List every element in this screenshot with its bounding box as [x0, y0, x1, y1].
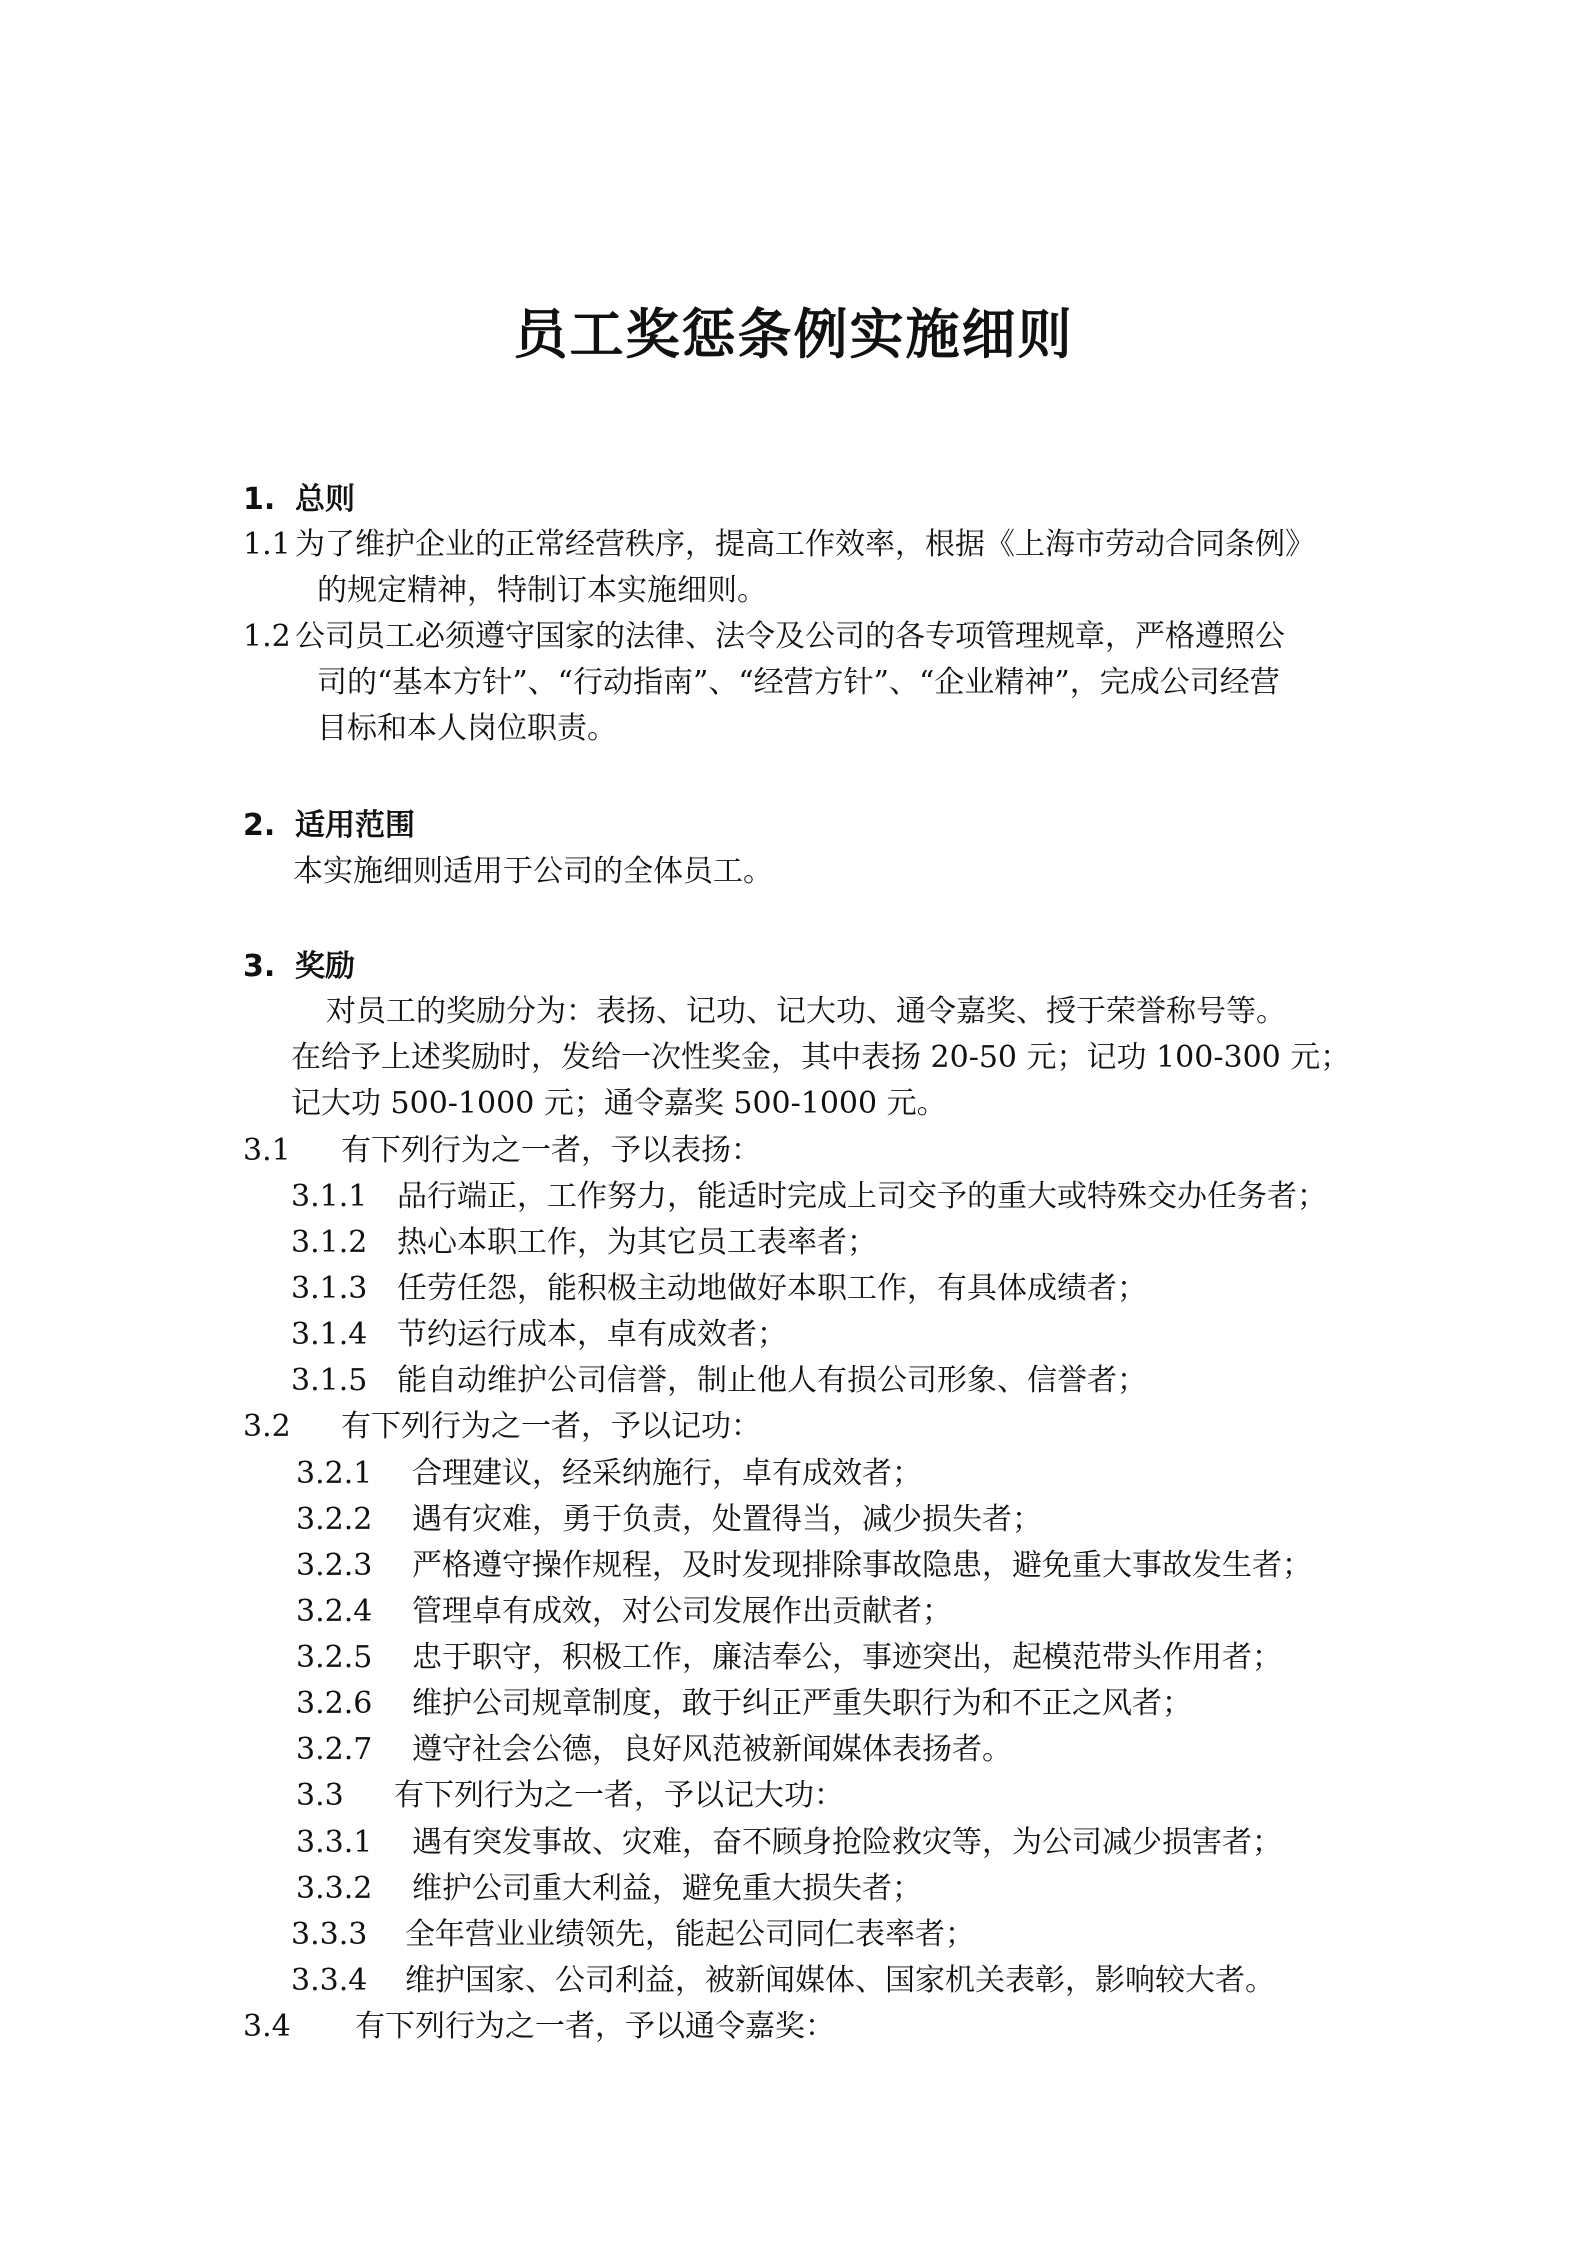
item-text: 热心本职工作，为其它员工表率者；	[397, 1225, 877, 1260]
item-text: 遇有突发事故、灾难，奋不顾身抢险救灾等，为公司减少损害者；	[412, 1825, 1282, 1860]
clause-1-2	[243, 614, 1285, 660]
item-text: 维护公司规章制度，敢于纠正严重失职行为和不正之风者；	[412, 1686, 1192, 1721]
list-item	[296, 1451, 922, 1497]
list-item	[296, 1589, 952, 1635]
item-number: 3.1.4	[291, 1317, 368, 1352]
item-text: 维护国家、公司利益，被新闻媒体、国家机关表彰，影响较大者。	[405, 1963, 1275, 1998]
item-number: 3.3.3	[291, 1917, 368, 1952]
clause-1-1-line-1: 为了维护企业的正常经营秩序，提高工作效率，根据《上海市劳动合同条例》	[295, 527, 1315, 562]
item-number: 3.3.1	[296, 1825, 373, 1860]
clause-1-2-number: 1.2	[243, 619, 291, 654]
section-3-intro-line-3: 记大功 500-1000 元；通令嘉奖 500-1000 元。	[291, 1086, 947, 1121]
section-2-body: 本实施细则适用于公司的全体员工。	[293, 854, 773, 889]
section-3-title: 奖励	[295, 949, 355, 984]
clause-1-1	[243, 522, 1315, 568]
clause-3-4	[243, 2004, 835, 2050]
clause-3-3	[296, 1773, 844, 1819]
clause-3-2	[243, 1404, 761, 1450]
clause-3-2-number: 3.2	[243, 1409, 291, 1444]
list-item	[296, 1635, 1282, 1681]
section-2-number: 2.	[243, 808, 276, 843]
list-item	[291, 1266, 1147, 1312]
list-item	[296, 1820, 1282, 1866]
item-text: 维护公司重大利益，避免重大损失者；	[412, 1871, 922, 1906]
clause-1-2-line-2: 司的“基本方针”、“行动指南”、“经营方针”、“企业精神”，完成公司经营	[317, 665, 1280, 700]
list-item	[291, 1958, 1275, 2004]
clause-3-4-number: 3.4	[243, 2009, 291, 2044]
section-3-intro-line-2: 在给予上述奖励时，发给一次性奖金，其中表扬 20-50 元；记功 100-300 元；	[291, 1040, 1351, 1075]
list-item	[296, 1681, 1192, 1727]
item-text: 遵守社会公德，良好风范被新闻媒体表扬者。	[412, 1732, 1012, 1767]
item-text: 任劳任怨，能积极主动地做好本职工作，有具体成绩者；	[397, 1271, 1147, 1306]
section-3-intro-line-1: 对员工的奖励分为：表扬、记功、记大功、通令嘉奖、授于荣誉称号等。	[326, 994, 1286, 1029]
item-number: 3.2.4	[296, 1594, 373, 1629]
item-number: 3.1.3	[291, 1271, 368, 1306]
item-text: 遇有灾难，勇于负责，处置得当，减少损失者；	[412, 1502, 1042, 1537]
section-1-title: 总则	[295, 482, 355, 517]
item-number: 3.3.4	[291, 1963, 368, 1998]
item-text: 管理卓有成效，对公司发展作出贡献者；	[412, 1594, 952, 1629]
item-text: 合理建议，经采纳施行，卓有成效者；	[412, 1456, 922, 1491]
list-item	[291, 1358, 1147, 1404]
item-number: 3.2.3	[296, 1548, 373, 1583]
section-3-number: 3.	[243, 949, 276, 984]
item-number: 3.2.7	[296, 1732, 373, 1767]
item-number: 3.2.6	[296, 1686, 373, 1721]
list-item	[296, 1543, 1312, 1589]
list-item	[296, 1727, 1012, 1773]
clause-3-3-text: 有下列行为之一者，予以记大功：	[394, 1778, 844, 1813]
item-text: 严格遵守操作规程，及时发现排除事故隐患，避免重大事故发生者；	[412, 1548, 1312, 1583]
item-text: 忠于职守，积极工作，廉洁奉公，事迹突出，起模范带头作用者；	[412, 1640, 1282, 1675]
list-item	[291, 1312, 787, 1358]
item-number: 3.1.5	[291, 1363, 368, 1398]
item-text: 品行端正，工作努力，能适时完成上司交予的重大或特殊交办任务者；	[397, 1179, 1327, 1214]
clause-3-1-number: 3.1	[243, 1133, 291, 1168]
clause-1-1-line-2: 的规定精神，特制订本实施细则。	[317, 573, 767, 608]
clause-3-1-text: 有下列行为之一者，予以表扬：	[341, 1133, 761, 1168]
section-1-heading	[243, 477, 355, 523]
list-item	[296, 1497, 1042, 1543]
item-number: 3.1.1	[291, 1179, 368, 1214]
clause-3-3-number: 3.3	[296, 1778, 344, 1813]
clause-1-2-line-3: 目标和本人岗位职责。	[317, 711, 617, 746]
list-item	[296, 1866, 922, 1912]
section-3-heading	[243, 944, 355, 990]
section-2-title: 适用范围	[295, 808, 415, 843]
item-text: 节约运行成本，卓有成效者；	[397, 1317, 787, 1352]
section-2-heading	[243, 803, 415, 849]
item-text: 能自动维护公司信誉，制止他人有损公司形象、信誉者；	[397, 1363, 1147, 1398]
item-number: 3.3.2	[296, 1871, 373, 1906]
list-item	[291, 1912, 975, 1958]
list-item	[291, 1220, 877, 1266]
list-item	[291, 1174, 1327, 1220]
section-1-number: 1.	[243, 482, 276, 517]
item-number: 3.2.5	[296, 1640, 373, 1675]
document-title: 员工奖惩条例实施细则	[513, 303, 1074, 366]
item-number: 3.2.2	[296, 1502, 373, 1537]
clause-1-2-line-1: 公司员工必须遵守国家的法律、法令及公司的各专项管理规章，严格遵照公	[295, 619, 1285, 654]
clause-3-2-text: 有下列行为之一者，予以记功：	[341, 1409, 761, 1444]
clause-3-1	[243, 1128, 761, 1174]
clause-1-1-number: 1.1	[243, 527, 291, 562]
item-number: 3.2.1	[296, 1456, 373, 1491]
clause-3-4-text: 有下列行为之一者，予以通令嘉奖：	[355, 2009, 835, 2044]
item-number: 3.1.2	[291, 1225, 368, 1260]
item-text: 全年营业业绩领先，能起公司同仁表率者；	[405, 1917, 975, 1952]
